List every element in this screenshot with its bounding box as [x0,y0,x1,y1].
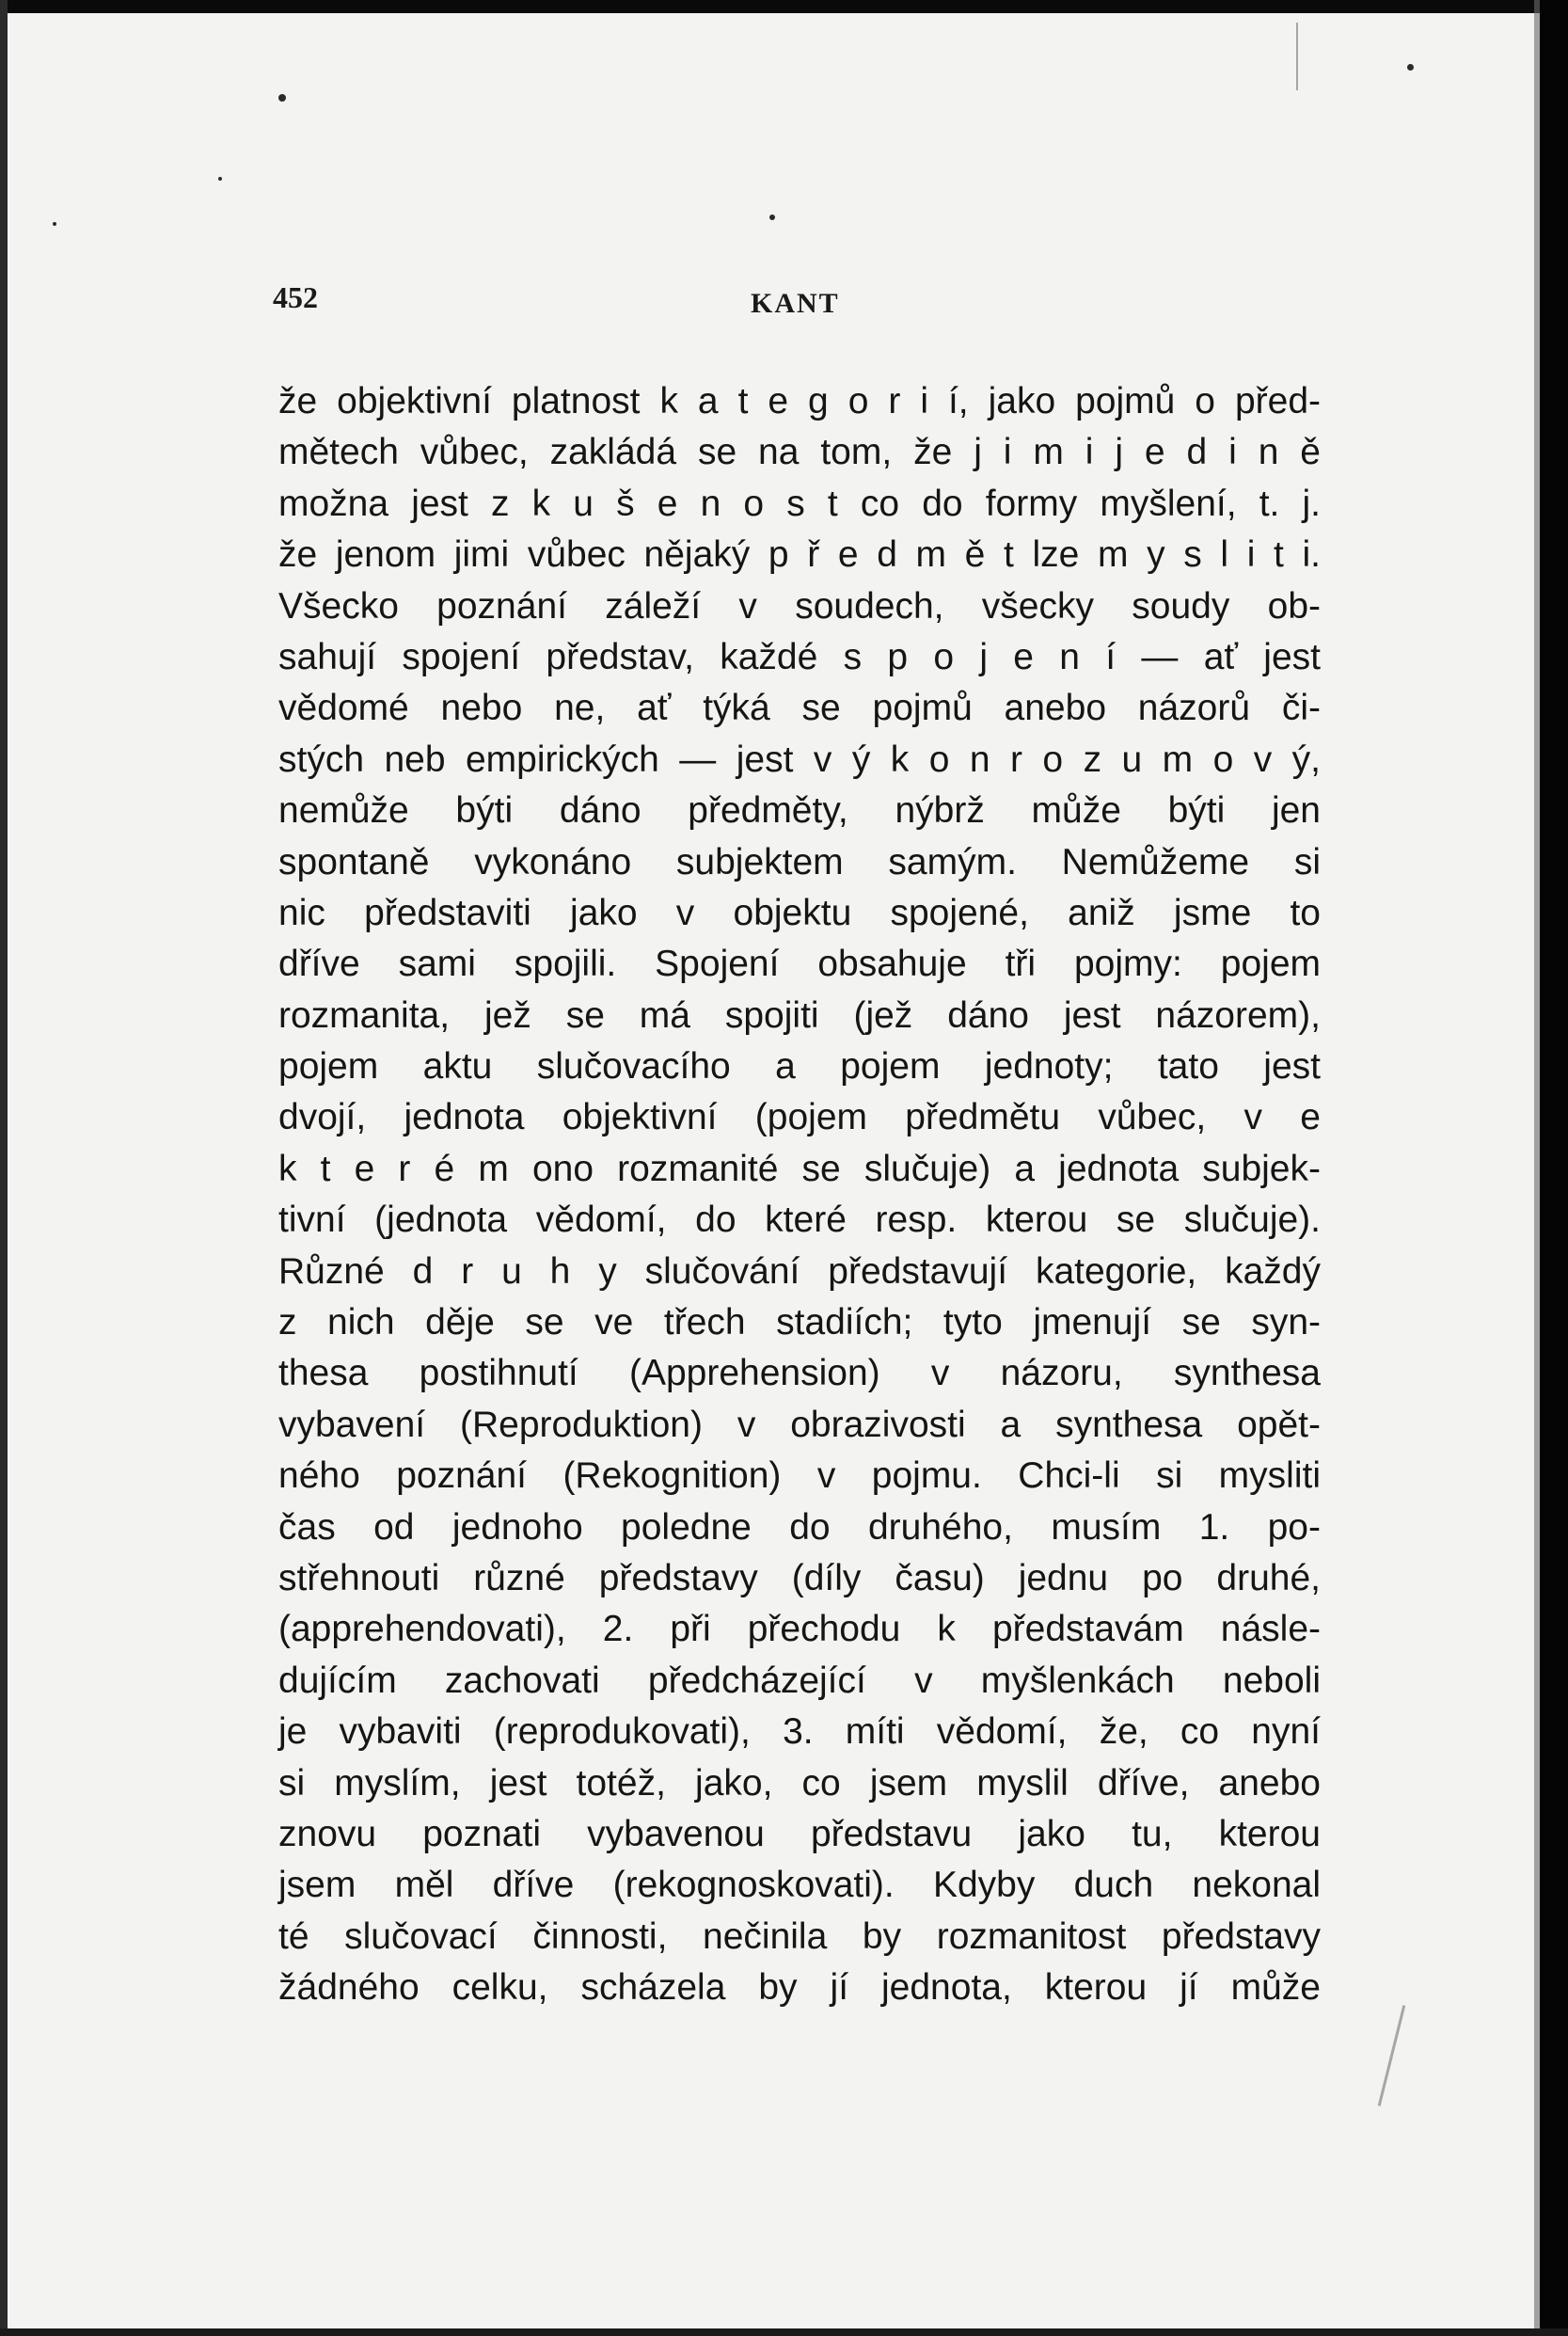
running-head: KANT [751,288,840,319]
text-line: dvojí, jednota objektivní (pojem předmětu vůbec, v e [278,1097,1321,1138]
text-line: mětech vůbec, zakládá se na tom, že j i m i j e d i n ě [278,432,1321,473]
text-line: dříve sami spojili. Spojení obsahuje tři pojmy: pojem [278,944,1321,985]
text-line: thesa postihnutí (Apprehension) v názoru, synthesa [278,1353,1321,1394]
text-line: střehnouti různé představy (díly času) jednu po druhé, [278,1557,1321,1598]
text-line: té slučovací činnosti, nečinila by rozmanitost představy [278,1915,1321,1957]
scan-border-left [0,0,8,2336]
scan-speck [1407,64,1414,71]
text-line: k t e r é m ono rozmanité se slučuje) a jednota subjek- [278,1148,1321,1189]
text-line: Různé d r u h y slučování představují kategorie, každý [278,1250,1321,1292]
scan-scratch [1296,23,1298,90]
scan-speck [278,94,286,102]
text-line: pojem aktu slučovacího a pojem jednoty; tato jest [278,1046,1321,1088]
text-line: spontaně vykonáno subjektem samým. Nemůžeme si [278,841,1321,882]
scan-speck [53,222,56,226]
text-line: nemůže býti dáno předměty, nýbrž může býti jen [278,790,1321,832]
text-line: z nich děje se ve třech stadiích; tyto jmenují se syn- [278,1302,1321,1343]
scan-border-bottom [0,2328,1568,2336]
text-line: že objektivní platnost k a t e g o r i í, jako pojmů o před- [278,381,1321,421]
text-line: sahují spojení představ, každé s p o j e n í — ať jest [278,636,1321,677]
text-line: že jenom jimi vůbec nějaký p ř e d m ě t lze m y s l i t i. [278,534,1321,576]
scan-speck [769,215,775,220]
text-line: si myslím, jest totéž, jako, co jsem myslil dříve, anebo [278,1762,1321,1804]
text-line: žádného celku, scházela by jí jednota, kterou jí může [278,1967,1321,2009]
text-line: rozmanita, jež se má spojiti (jež dáno jest názorem), [278,994,1321,1036]
text-line: nic představiti jako v objektu spojené, aniž jsme to [278,892,1321,933]
text-line: ného poznání (Rekognition) v pojmu. Chci-li si mysliti [278,1455,1321,1497]
text-line: Všecko poznání záleží v soudech, všecky soudy ob- [278,585,1321,627]
text-line: dujícím zachovati předcházející v myšlenkách neboli [278,1660,1321,1701]
text-line: (apprehendovati), 2. při přechodu k představám násle- [278,1609,1321,1650]
scan-speck [218,177,222,181]
text-line: vybavení (Reproduktion) v obrazivosti a synthesa opět- [278,1404,1321,1445]
text-line: tivní (jednota vědomí, do které resp. kterou se slučuje). [278,1200,1321,1241]
text-line: stých neb empirických — jest v ý k o n r o z u m o v ý, [278,739,1321,780]
text-line: znovu poznati vybavenou představu jako tu, kterou [278,1813,1321,1854]
text-line: vědomé nebo ne, ať týká se pojmů anebo názorů či- [278,688,1321,729]
text-line: jsem měl dříve (rekognoskovati). Kdyby duch nekonal [278,1865,1321,1906]
body-text [278,376,1321,2014]
scan-border-top [0,0,1568,13]
text-line: je vybaviti (reprodukovati), 3. míti vědomí, že, co nyní [278,1711,1321,1753]
scan-scratch [1378,2005,1406,2106]
scan-border-right [1540,0,1568,2336]
text-line: čas od jednoho poledne do druhého, musím 1. po- [278,1506,1321,1548]
page-number: 452 [273,280,318,314]
text-line: možna jest z k u š e n o s t co do formy myšlení, t. j. [278,483,1321,524]
